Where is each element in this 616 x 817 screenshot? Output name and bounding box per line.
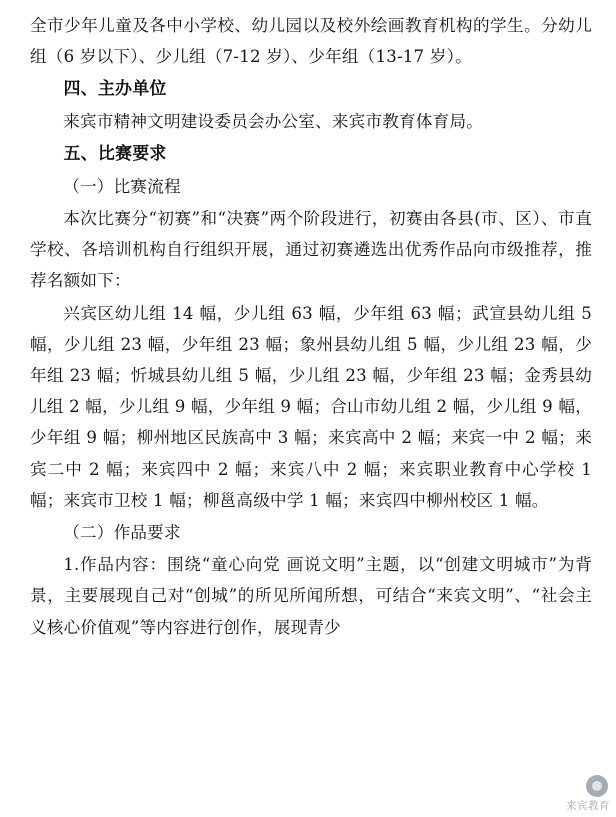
paragraph-scope-continued: 全市少年儿童及各中小学校、幼儿园以及校外绘画教育机构的学生。分幼儿组（6 岁以下）、少儿组（7-12 岁）、少年组（13-17 岁）。 xyxy=(30,16,592,67)
paragraph-recommendation-quotas: 兴宾区幼儿组 14 幅，少儿组 63 幅，少年组 63 幅；武宣县幼儿组 5 幅，少儿组 23 幅，少年组 23 幅；象州县幼儿组 5 幅，少儿组 23 幅，少年组 23 幅；忻城县幼儿组 5 幅，少儿组 23 幅，少年组 23 幅；金秀县幼儿组 2 幅，少儿组 9 幅，少年组 9 幅；合山市幼儿组 2 幅，少儿组 9 幅，少年组 9 幅；柳州地区民族高中 3 幅；来宾高中 2 幅；来宾一中 2 幅；来宾二中 2 幅；来宾四中 2 幅；来宾八中 2 幅；来宾职业教育中心学校 1 幅；来宾市卫校 1 幅；柳邕高级中学 1 幅；来宾四中柳州校区 1 幅。 xyxy=(30,303,592,510)
watermark xyxy=(536,739,610,813)
paragraph-organizers: 来宾市精神文明建设委员会办公室、来宾市教育体育局。 xyxy=(63,112,484,131)
watermark-label: 来宾教育 xyxy=(566,800,610,812)
paragraph-artwork-content-requirements: 1.作品内容：围绕“童心向党 画说文明”主题，以“创建文明城市”为背景，主要展现自己对“创城”的所见所闻所想，可结合“来宾文明”、“社会主义核心价值观”等内容进行创作，展现青少 xyxy=(30,555,592,637)
heading-section-four: 四、主办单位 xyxy=(63,78,167,99)
heading-section-five: 五、比赛要求 xyxy=(63,143,167,164)
watermark-inner xyxy=(536,753,610,813)
wechat-account-avatar-icon xyxy=(586,775,608,797)
heading-subsection-two: （二）作品要求 xyxy=(63,523,181,543)
heading-subsection-one: （一）比赛流程 xyxy=(63,176,181,196)
paragraph-competition-process: 本次比赛分“初赛”和“决赛”两个阶段进行，初赛由各县(市、区）、市直学校、各培训机构自行组织开展，通过初赛遴选出优秀作品向市级推荐，推荐名额如下： xyxy=(30,209,592,291)
